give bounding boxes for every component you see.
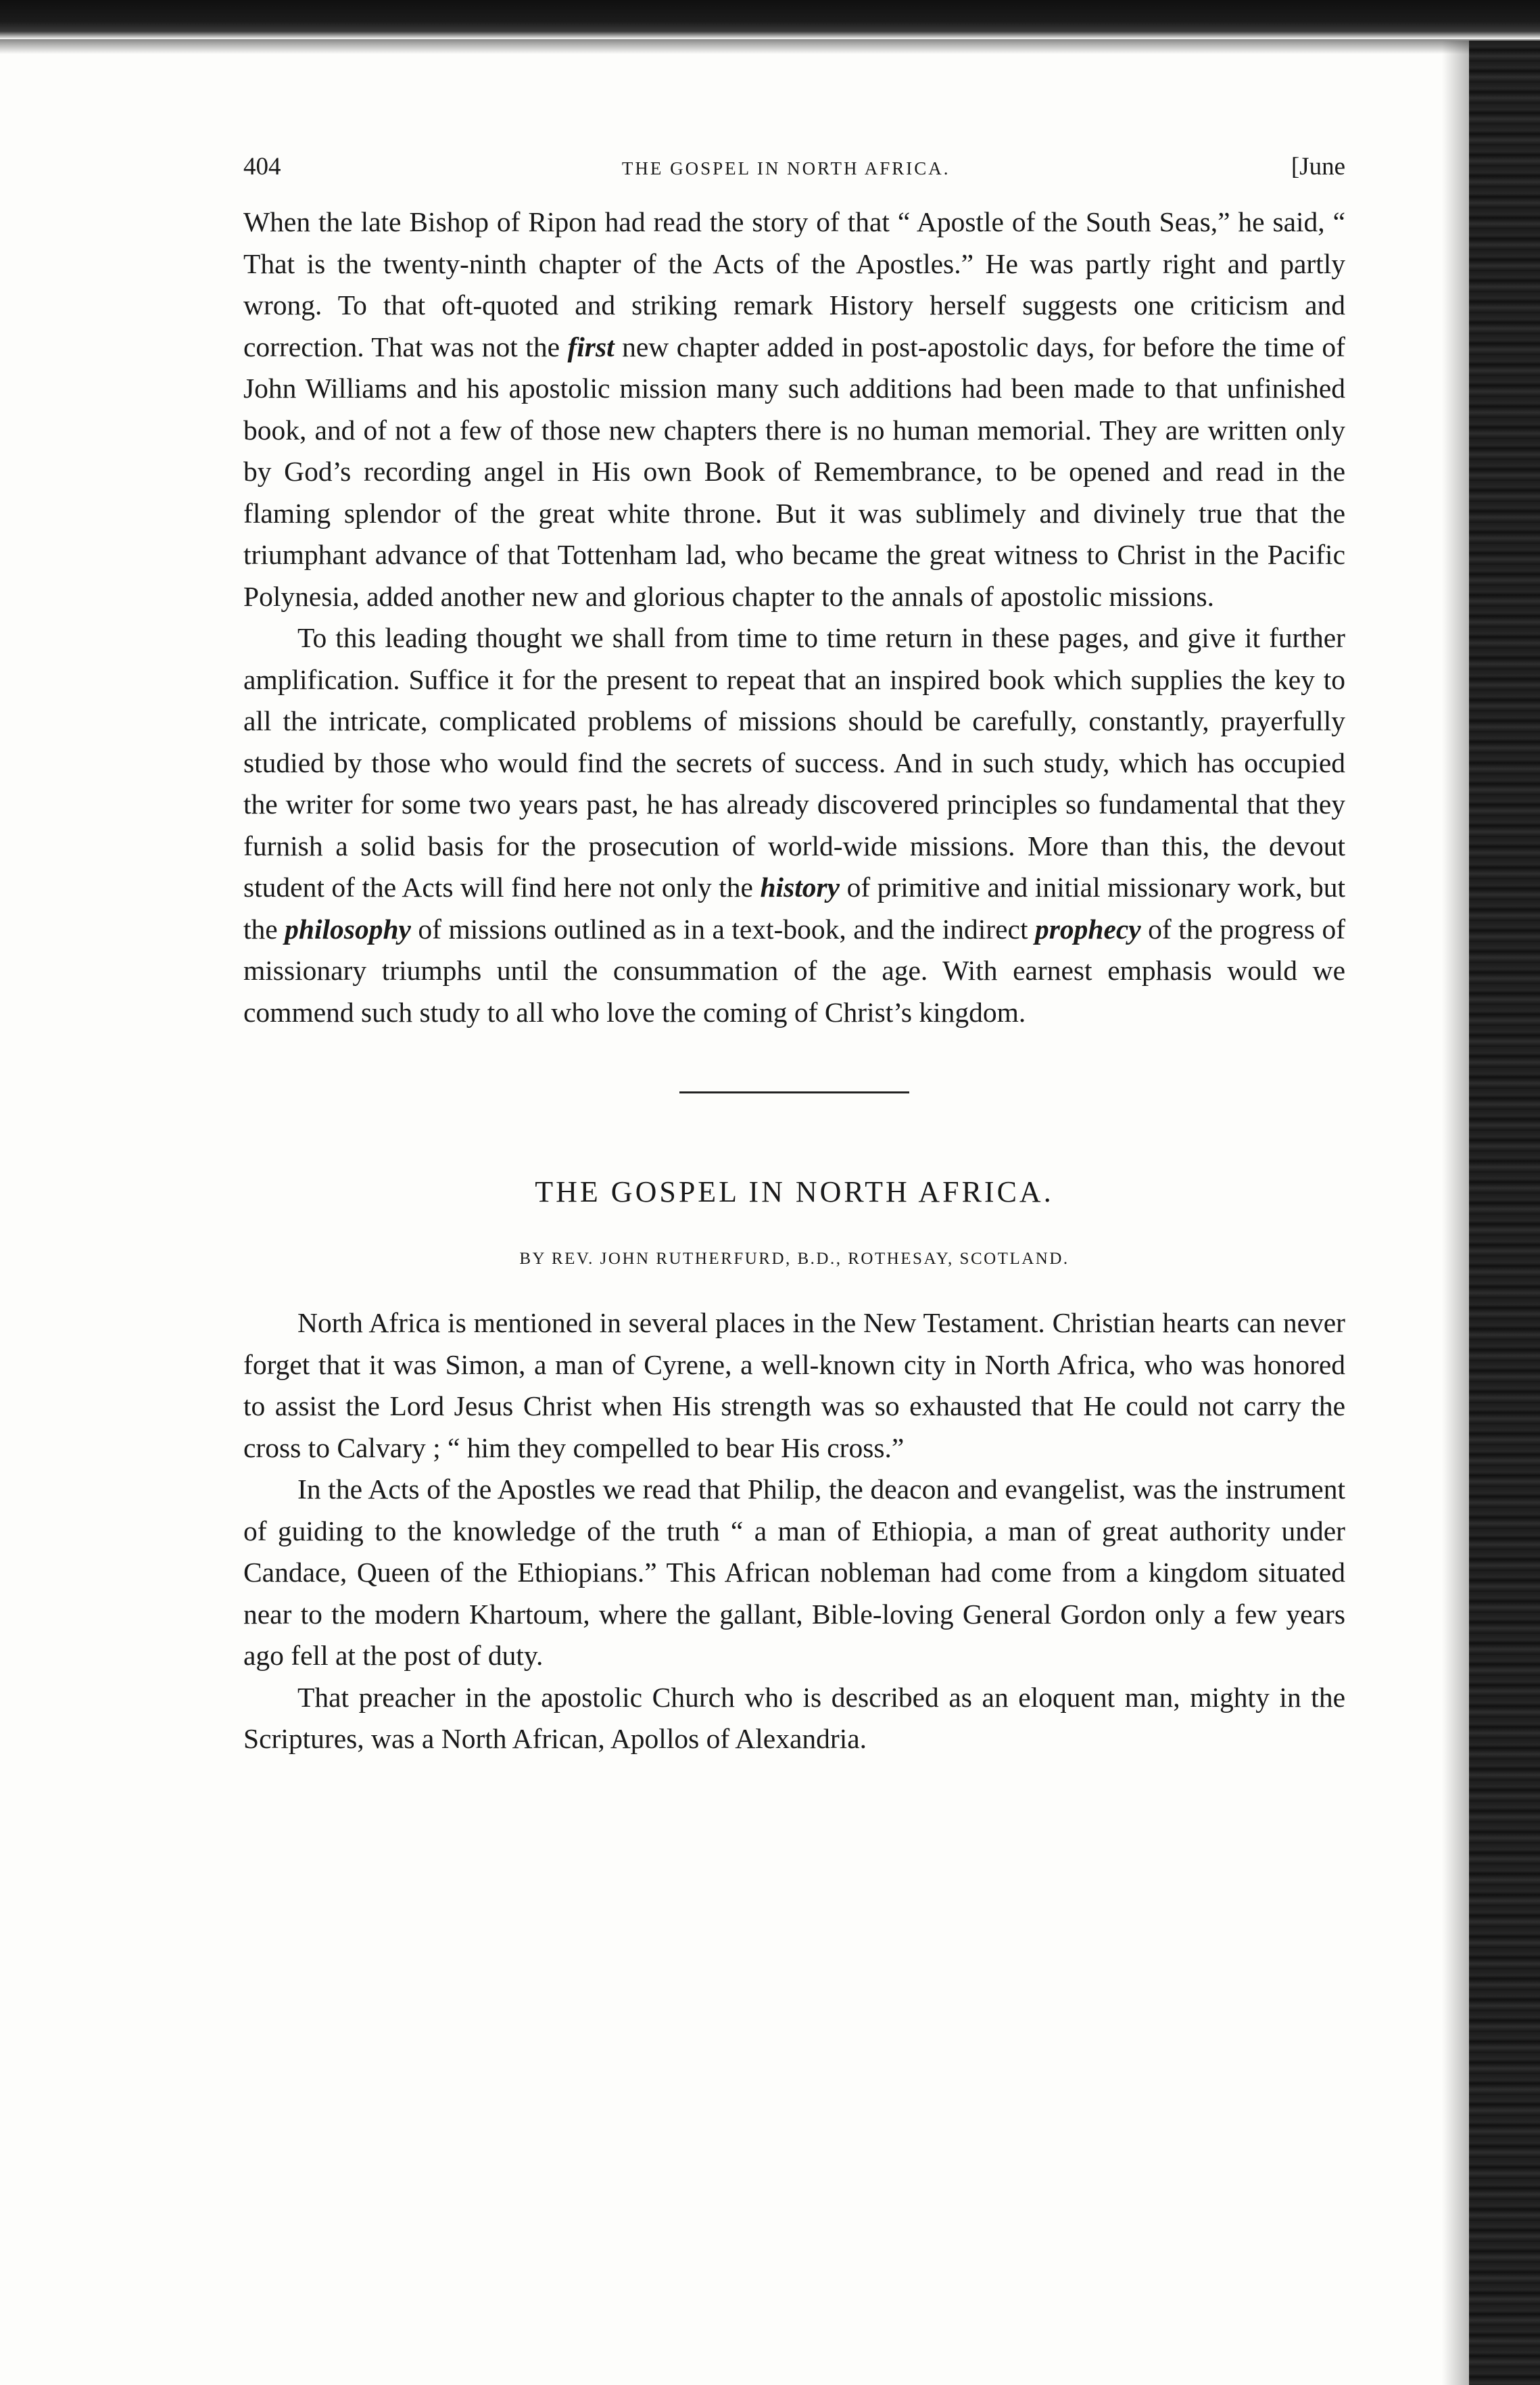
text-run: When the late Bishop of Ripon had read the story of that “ Apostle of the South Seas,” he said, “ That is the twenty-ninth chapter of the Acts of the Apostles.” He was partly right and partly wrong. To that oft-quoted and striking remark History herself suggests one criticism and correction. That was not the: [243, 206, 1345, 362]
text-run: new chapter added in post-apostolic days, for before the time of John Williams and his apostolic mission many such additions had been made to that unfinished book, and of not a few of those new chapters there is no human memorial. They are written only by God’s recording angel in His own Book of Remembrance, to be opened and read in the flaming splendor of the great white throne. But it was sublimely and divinely true that the triumphant advance of that Tottenham lad, who became the great witness to Christ in the Pacific Polynesia, added another new and glorious chapter to the annals of apostolic missions.: [243, 331, 1345, 612]
emphasis-philosophy: philosophy: [285, 913, 411, 945]
running-head: [243, 152, 1345, 181]
scan-border-top: [0, 0, 1540, 39]
running-head-title: THE GOSPEL IN NORTH AFRICA.: [621, 158, 951, 179]
section-divider: [679, 1091, 909, 1093]
text-run: of missions outlined as in a text-book, and the indirect: [410, 913, 1035, 945]
continuation-paragraph-2: [243, 617, 1345, 1033]
text-run: of primitive and initial missionary work, but the: [243, 872, 1345, 945]
text-run: of the progress of missionary triumphs until the consummation of the age. With earnest emphasis would we commend such study to all who love the coming of Christ’s kingdom.: [243, 913, 1346, 1028]
scan-shadow-top: [0, 39, 1540, 54]
article-paragraph: In the Acts of the Apostles we read that Philip, the deacon and evangelist, was the instrument of guiding to the knowledge of the truth “ a man of Ethiopia, a man of great authority under Candace, Queen of the Ethiopians.” This African nobleman had come from a kingdom situated near to the modern Khartoum, where the gallant, Bible-loving General Gordon only a few years ago fell at the post of duty.: [243, 1473, 1345, 1671]
emphasis-history: history: [760, 872, 840, 903]
page-number: 404: [243, 153, 281, 181]
article-paragraph: North Africa is mentioned in several places in the New Testament. Christian hearts can never forget that it was Simon, a man of Cyrene, a well-known city in North Africa, who was honored to assist the Lord Jesus Christ when His strength was so exhausted that He could not carry the cross to Calvary ; “ him they compelled to bear His cross.”: [243, 1307, 1345, 1463]
text-run: To this leading thought we shall from time to time return in these pages, and give it further amplification. Suffice it for the present to repeat that an inspired book which supplies the key to all the intricate, complicated problems of missions should be carefully, constantly, prayerfully studied by those who would find the secrets of success. And in such study, which has occupied the writer for some two years past, he has already discovered principles so fundamental that they furnish a solid basis for the prosecution of world-wide missions. More than this, the devout student of the Acts will find here not only the: [243, 622, 1345, 903]
emphasis-first: first: [567, 331, 615, 362]
continuation-paragraph-1: [243, 202, 1345, 617]
scan-border-right: [1469, 41, 1540, 2385]
article-paragraph: That preacher in the apostolic Church who is described as an eloquent man, mighty in the Scriptures, was a North African, Apollos of Alexandria.: [243, 1681, 1345, 1754]
article-byline: BY REV. JOHN RUTHERFURD, B.D., ROTHESAY, SCOTLAND.: [519, 1250, 1069, 1268]
page-content: [243, 152, 1345, 1760]
article-title: THE GOSPEL IN NORTH AFRICA.: [535, 1175, 1054, 1208]
scan-shadow-right: [1442, 41, 1469, 2385]
emphasis-prophecy: prophecy: [1034, 913, 1141, 945]
running-head-month: [June: [1291, 153, 1345, 181]
